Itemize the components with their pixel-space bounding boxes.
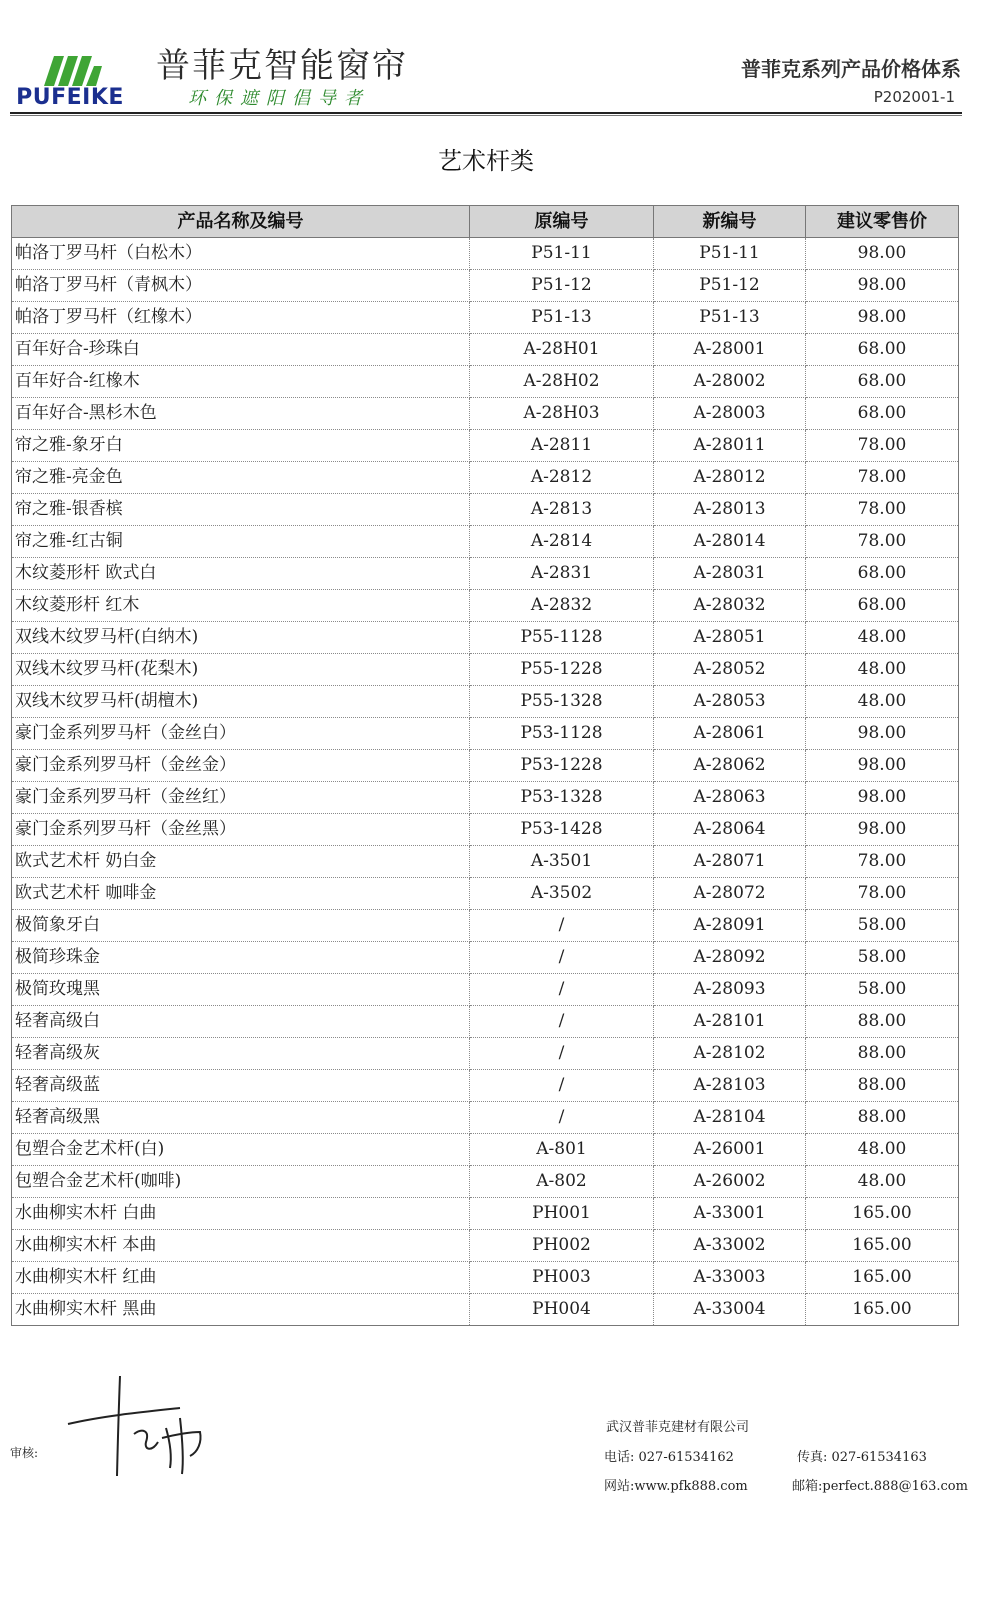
old-code-cell: A-28H01	[470, 334, 654, 366]
old-code-cell: PH002	[470, 1230, 654, 1262]
header-divider	[10, 112, 962, 116]
reviewer-signature	[62, 1372, 212, 1482]
old-code-cell: P53-1428	[470, 814, 654, 846]
new-code-cell: A-28064	[654, 814, 806, 846]
retail-price-cell: 48.00	[806, 654, 959, 686]
new-code-cell: A-28052	[654, 654, 806, 686]
table-row	[12, 750, 959, 782]
old-code-cell: P55-1228	[470, 654, 654, 686]
retail-price-cell: 165.00	[806, 1230, 959, 1262]
product-name-cell: 双线木纹罗马杆(胡檀木)	[12, 686, 470, 718]
old-code-cell: /	[470, 942, 654, 974]
old-code-cell: P55-1328	[470, 686, 654, 718]
old-code-cell: P51-13	[470, 302, 654, 334]
new-code-cell: A-28104	[654, 1102, 806, 1134]
retail-price-cell: 58.00	[806, 910, 959, 942]
retail-price-cell: 88.00	[806, 1070, 959, 1102]
product-name-cell: 百年好合-珍珠白	[12, 334, 470, 366]
fax: 传真: 027-61534163	[797, 1450, 927, 1465]
new-code-cell: A-28063	[654, 782, 806, 814]
retail-price-cell: 98.00	[806, 718, 959, 750]
product-name-cell: 极简玫瑰黑	[12, 974, 470, 1006]
table-row	[12, 1198, 959, 1230]
product-name-cell: 欧式艺术杆 奶白金	[12, 846, 470, 878]
product-name-cell: 帘之雅-象牙白	[12, 430, 470, 462]
old-code-cell: /	[470, 910, 654, 942]
table-row	[12, 814, 959, 846]
website: 网站:www.pfk888.com	[604, 1479, 748, 1494]
product-name-cell: 水曲柳实木杆 黑曲	[12, 1294, 470, 1326]
table-row	[12, 1294, 959, 1326]
retail-price-cell: 48.00	[806, 622, 959, 654]
product-name-cell: 双线木纹罗马杆(花梨木)	[12, 654, 470, 686]
company-name: 武汉普菲克建材有限公司	[606, 1420, 750, 1435]
new-code-cell: A-33003	[654, 1262, 806, 1294]
product-name-cell: 包塑合金艺术杆(咖啡)	[12, 1166, 470, 1198]
retail-price-cell: 165.00	[806, 1294, 959, 1326]
table-row	[12, 1038, 959, 1070]
retail-price-cell: 165.00	[806, 1198, 959, 1230]
product-name-cell: 帘之雅-银香槟	[12, 494, 470, 526]
product-name-cell: 帘之雅-亮金色	[12, 462, 470, 494]
old-code-cell: /	[470, 1102, 654, 1134]
new-code-cell: A-28091	[654, 910, 806, 942]
old-code-cell: /	[470, 1006, 654, 1038]
product-name-cell: 水曲柳实木杆 红曲	[12, 1262, 470, 1294]
old-code-cell: PH004	[470, 1294, 654, 1326]
retail-price-cell: 98.00	[806, 238, 959, 270]
old-code-cell: P53-1128	[470, 718, 654, 750]
retail-price-cell: 98.00	[806, 782, 959, 814]
table-row	[12, 494, 959, 526]
product-name-cell: 帕洛丁罗马杆（红橡木）	[12, 302, 470, 334]
new-code-cell: A-28071	[654, 846, 806, 878]
new-code-cell: P51-12	[654, 270, 806, 302]
new-code-cell: A-28014	[654, 526, 806, 558]
page-title: 艺术杆类	[438, 147, 534, 175]
old-code-cell: /	[470, 1070, 654, 1102]
column-header-product-name: 产品名称及编号	[12, 206, 470, 238]
retail-price-cell: 48.00	[806, 1166, 959, 1198]
old-code-cell: A-2814	[470, 526, 654, 558]
new-code-cell: A-33002	[654, 1230, 806, 1262]
table-row	[12, 526, 959, 558]
retail-price-cell: 68.00	[806, 334, 959, 366]
product-name-cell: 欧式艺术杆 咖啡金	[12, 878, 470, 910]
old-code-cell: P51-12	[470, 270, 654, 302]
table-row	[12, 910, 959, 942]
new-code-cell: A-28092	[654, 942, 806, 974]
retail-price-cell: 78.00	[806, 526, 959, 558]
old-code-cell: A-28H02	[470, 366, 654, 398]
old-code-cell: A-2832	[470, 590, 654, 622]
table-row	[12, 974, 959, 1006]
old-code-cell: A-801	[470, 1134, 654, 1166]
retail-price-cell: 68.00	[806, 558, 959, 590]
new-code-cell: A-28093	[654, 974, 806, 1006]
new-code-cell: A-28053	[654, 686, 806, 718]
retail-price-cell: 78.00	[806, 846, 959, 878]
retail-price-cell: 88.00	[806, 1006, 959, 1038]
table-row	[12, 238, 959, 270]
new-code-cell: A-28013	[654, 494, 806, 526]
product-name-cell: 轻奢高级蓝	[12, 1070, 470, 1102]
document-code: P202001-1	[873, 88, 955, 106]
table-row	[12, 590, 959, 622]
old-code-cell: A-3501	[470, 846, 654, 878]
review-label: 审核:	[10, 1446, 39, 1460]
retail-price-cell: 98.00	[806, 270, 959, 302]
new-code-cell: A-28062	[654, 750, 806, 782]
brand-slogan: 环保遮阳倡导者	[188, 88, 370, 109]
old-code-cell: P51-11	[470, 238, 654, 270]
product-name-cell: 帘之雅-红古铜	[12, 526, 470, 558]
product-name-cell: 水曲柳实木杆 本曲	[12, 1230, 470, 1262]
table-row	[12, 782, 959, 814]
old-code-cell: PH003	[470, 1262, 654, 1294]
old-code-cell: A-2812	[470, 462, 654, 494]
table-body	[12, 238, 959, 1326]
old-code-cell: PH001	[470, 1198, 654, 1230]
product-name-cell: 帕洛丁罗马杆（青枫木）	[12, 270, 470, 302]
new-code-cell: P51-11	[654, 238, 806, 270]
product-name-cell: 帕洛丁罗马杆（白松木）	[12, 238, 470, 270]
new-code-cell: A-28011	[654, 430, 806, 462]
table-row	[12, 718, 959, 750]
retail-price-cell: 48.00	[806, 686, 959, 718]
old-code-cell: A-2813	[470, 494, 654, 526]
column-header-new-code: 新编号	[654, 206, 806, 238]
new-code-cell: A-28101	[654, 1006, 806, 1038]
table-row	[12, 1102, 959, 1134]
new-code-cell: A-28012	[654, 462, 806, 494]
table-row	[12, 1006, 959, 1038]
old-code-cell: /	[470, 1038, 654, 1070]
retail-price-cell: 78.00	[806, 878, 959, 910]
new-code-cell: A-33004	[654, 1294, 806, 1326]
new-code-cell: A-28031	[654, 558, 806, 590]
product-name-cell: 木纹菱形杆 欧式白	[12, 558, 470, 590]
table-row	[12, 1262, 959, 1294]
product-name-cell: 百年好合-红橡木	[12, 366, 470, 398]
retail-price-cell: 68.00	[806, 398, 959, 430]
price-table	[11, 205, 959, 1326]
column-header-retail-price: 建议零售价	[806, 206, 959, 238]
table-row	[12, 1134, 959, 1166]
retail-price-cell: 78.00	[806, 494, 959, 526]
table-row	[12, 1070, 959, 1102]
table-row	[12, 878, 959, 910]
new-code-cell: A-28001	[654, 334, 806, 366]
old-code-cell: A-802	[470, 1166, 654, 1198]
table-row	[12, 366, 959, 398]
product-name-cell: 轻奢高级白	[12, 1006, 470, 1038]
table-row	[12, 942, 959, 974]
table-row	[12, 1230, 959, 1262]
pufeike-logo-icon	[38, 52, 104, 86]
old-code-cell: A-28H03	[470, 398, 654, 430]
email: 邮箱:perfect.888@163.com	[792, 1479, 968, 1494]
new-code-cell: P51-13	[654, 302, 806, 334]
table-row	[12, 334, 959, 366]
product-name-cell: 包塑合金艺术杆(白)	[12, 1134, 470, 1166]
new-code-cell: A-28061	[654, 718, 806, 750]
new-code-cell: A-28103	[654, 1070, 806, 1102]
table-row	[12, 622, 959, 654]
table-row	[12, 398, 959, 430]
old-code-cell: P53-1228	[470, 750, 654, 782]
product-name-cell: 豪门金系列罗马杆（金丝白）	[12, 718, 470, 750]
retail-price-cell: 88.00	[806, 1102, 959, 1134]
old-code-cell: A-2811	[470, 430, 654, 462]
old-code-cell: P53-1328	[470, 782, 654, 814]
retail-price-cell: 68.00	[806, 590, 959, 622]
product-name-cell: 豪门金系列罗马杆（金丝金）	[12, 750, 470, 782]
new-code-cell: A-28072	[654, 878, 806, 910]
series-title: 普菲克系列产品价格体系	[741, 57, 961, 81]
retail-price-cell: 48.00	[806, 1134, 959, 1166]
telephone: 电话: 027-61534162	[604, 1450, 734, 1465]
product-name-cell: 双线木纹罗马杆(白纳木)	[12, 622, 470, 654]
product-name-cell: 百年好合-黑杉木色	[12, 398, 470, 430]
new-code-cell: A-28003	[654, 398, 806, 430]
table-row	[12, 558, 959, 590]
column-header-old-code: 原编号	[470, 206, 654, 238]
retail-price-cell: 98.00	[806, 814, 959, 846]
old-code-cell: /	[470, 974, 654, 1006]
new-code-cell: A-33001	[654, 1198, 806, 1230]
brand-name: 普菲克智能窗帘	[156, 46, 408, 86]
product-name-cell: 水曲柳实木杆 白曲	[12, 1198, 470, 1230]
old-code-cell: A-2831	[470, 558, 654, 590]
retail-price-cell: 58.00	[806, 942, 959, 974]
product-name-cell: 极简珍珠金	[12, 942, 470, 974]
table-row	[12, 430, 959, 462]
retail-price-cell: 58.00	[806, 974, 959, 1006]
table-row	[12, 846, 959, 878]
table-row	[12, 1166, 959, 1198]
table-row	[12, 462, 959, 494]
old-code-cell: A-3502	[470, 878, 654, 910]
new-code-cell: A-28102	[654, 1038, 806, 1070]
product-name-cell: 豪门金系列罗马杆（金丝红）	[12, 782, 470, 814]
product-name-cell: 轻奢高级黑	[12, 1102, 470, 1134]
product-name-cell: 豪门金系列罗马杆（金丝黑）	[12, 814, 470, 846]
new-code-cell: A-26002	[654, 1166, 806, 1198]
retail-price-cell: 98.00	[806, 302, 959, 334]
product-name-cell: 轻奢高级灰	[12, 1038, 470, 1070]
retail-price-cell: 88.00	[806, 1038, 959, 1070]
table-header-row	[12, 206, 959, 238]
table-row	[12, 654, 959, 686]
table-row	[12, 686, 959, 718]
product-name-cell: 极简象牙白	[12, 910, 470, 942]
retail-price-cell: 165.00	[806, 1262, 959, 1294]
old-code-cell: P55-1128	[470, 622, 654, 654]
logo-wordmark: PUFEIKE	[16, 85, 124, 110]
new-code-cell: A-28051	[654, 622, 806, 654]
new-code-cell: A-28002	[654, 366, 806, 398]
retail-price-cell: 68.00	[806, 366, 959, 398]
new-code-cell: A-28032	[654, 590, 806, 622]
retail-price-cell: 98.00	[806, 750, 959, 782]
new-code-cell: A-26001	[654, 1134, 806, 1166]
table-row	[12, 270, 959, 302]
product-name-cell: 木纹菱形杆 红木	[12, 590, 470, 622]
table-row	[12, 302, 959, 334]
retail-price-cell: 78.00	[806, 462, 959, 494]
retail-price-cell: 78.00	[806, 430, 959, 462]
